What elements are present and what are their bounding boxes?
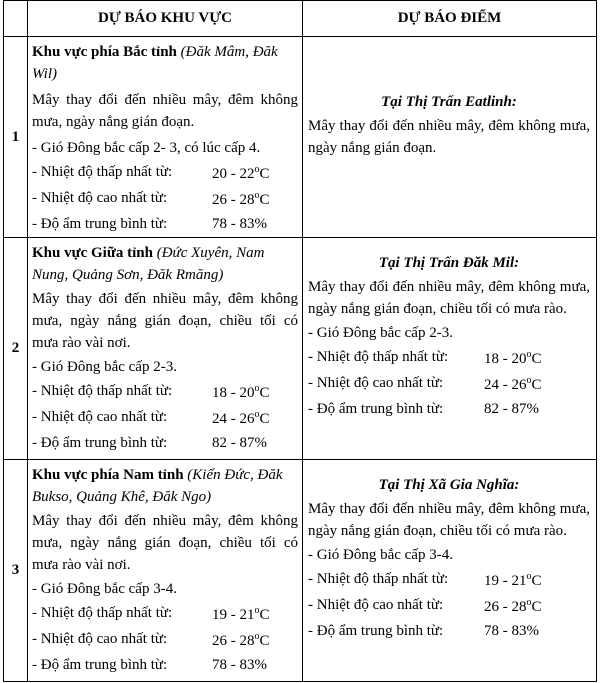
area-subtitle: (Đức Xuyên, Nam Nung, Quảng Sơn, Đăk Rmăng) — [32, 245, 265, 283]
point-cell — [303, 460, 597, 682]
point-title: Tại Thị Trấn Eatlinh: — [381, 94, 517, 110]
forecast-row — [4, 460, 597, 682]
tmin-label: - Nhiệt độ thấp nhất từ: — [32, 605, 173, 621]
tmin-label: - Nhiệt độ thấp nhất từ: — [32, 383, 173, 399]
tmin-label: - Nhiệt độ thấp nhất từ: — [308, 349, 449, 365]
tmax-label: - Nhiệt độ cao nhất từ: — [308, 375, 444, 391]
area-cell — [28, 37, 303, 238]
forecast-row — [4, 238, 597, 460]
point-wind: - Gió Đông bắc cấp 2-3. — [308, 325, 453, 341]
humidity-value: 82 - 87% — [484, 401, 539, 417]
area-subtitle: (Đăk Mâm, Đăk Wil) — [32, 44, 278, 82]
area-humidity — [32, 430, 298, 456]
point-humidity — [308, 618, 590, 644]
area-cell — [28, 460, 303, 682]
humidity-value: 78 - 83% — [212, 657, 267, 673]
humidity-value: 78 - 83% — [212, 216, 267, 232]
point-wind: - Gió Đông bắc cấp 3-4. — [308, 547, 453, 563]
area-tmin — [32, 159, 298, 185]
header-area: DỰ BÁO KHU VỰC — [28, 1, 303, 37]
humidity-label: - Độ ẩm trung bình từ: — [32, 216, 168, 232]
tmax-label: - Nhiệt độ cao nhất từ: — [32, 190, 168, 206]
row-number: 3 — [4, 460, 28, 682]
area-heading — [32, 242, 298, 286]
point-title: Tại Thị Xã Gia Nghĩa: — [378, 477, 520, 493]
tmin-value: 19 - 21$^o$C — [484, 571, 542, 589]
tmin-value: 18 - 20$^o$C — [212, 383, 270, 401]
area-humidity — [32, 652, 298, 678]
tmax-label: - Nhiệt độ cao nhất từ: — [308, 597, 444, 613]
area-wind: - Gió Đông bắc cấp 2- 3, có lúc cấp 4. — [32, 140, 261, 156]
area-title: Khu vực Giữa tỉnh — [32, 245, 153, 261]
point-description: Mây thay đổi đến nhiều mây, đêm không mưa, ngày nắng gián đoạn. — [308, 118, 590, 156]
tmin-value: 20 - 22$^o$C — [212, 164, 270, 182]
area-tmin — [32, 378, 298, 404]
area-heading — [32, 41, 298, 85]
forecast-table — [3, 0, 597, 682]
row-number: 2 — [4, 238, 28, 460]
humidity-label: - Độ ẩm trung bình từ: — [308, 401, 444, 417]
point-cell — [303, 37, 597, 238]
point-tmax — [308, 370, 590, 396]
area-wind: - Gió Đông bắc cấp 2-3. — [32, 359, 177, 375]
area-subtitle: (Kiến Đức, Đăk Bukso, Quảng Khê, Đăk Ngo) — [32, 467, 283, 505]
header-point: DỰ BÁO ĐIỂM — [303, 1, 597, 37]
point-tmin — [308, 566, 590, 592]
humidity-value: 82 - 87% — [212, 435, 267, 451]
tmax-value: 26 - 28$^o$C — [484, 597, 542, 615]
area-tmax — [32, 185, 298, 211]
tmin-value: 18 - 20$^o$C — [484, 349, 542, 367]
humidity-label: - Độ ẩm trung bình từ: — [32, 435, 168, 451]
area-tmax — [32, 404, 298, 430]
header-row — [4, 1, 597, 37]
tmax-value: 26 - 28$^o$C — [212, 190, 270, 208]
humidity-value: 78 - 83% — [484, 623, 539, 639]
point-tmax — [308, 592, 590, 618]
humidity-label: - Độ ẩm trung bình từ: — [32, 657, 168, 673]
point-cell — [303, 238, 597, 460]
tmax-label: - Nhiệt độ cao nhất từ: — [32, 631, 168, 647]
tmax-label: - Nhiệt độ cao nhất từ: — [32, 409, 168, 425]
tmin-label: - Nhiệt độ thấp nhất từ: — [32, 164, 173, 180]
tmin-label: - Nhiệt độ thấp nhất từ: — [308, 571, 449, 587]
tmin-value: 19 - 21$^o$C — [212, 605, 270, 623]
area-tmin — [32, 600, 298, 626]
area-title: Khu vực phía Bắc tỉnh — [32, 44, 177, 60]
area-humidity — [32, 211, 298, 237]
tmax-value: 24 - 26$^o$C — [212, 409, 270, 427]
forecast-row — [4, 37, 597, 238]
tmax-value: 26 - 28$^o$C — [212, 631, 270, 649]
area-tmax — [32, 626, 298, 652]
point-description: Mây thay đổi đến nhiều mây, đêm không mưa, ngày nắng gián đoạn, chiều tối có mưa rào. — [308, 279, 590, 317]
header-num — [4, 1, 28, 37]
area-wind: - Gió Đông bắc cấp 3-4. — [32, 581, 177, 597]
point-tmin — [308, 344, 590, 370]
area-description: Mây thay đổi đến nhiều mây, đêm không mưa, ngày nắng gián đoạn, chiều tối có mưa rào vài nơi. — [32, 291, 298, 351]
point-title: Tại Thị Trấn Đăk Mil: — [378, 255, 520, 271]
humidity-label: - Độ ẩm trung bình từ: — [308, 623, 444, 639]
row-number: 1 — [4, 37, 28, 238]
area-title: Khu vực phía Nam tỉnh — [32, 467, 184, 483]
area-heading — [32, 464, 298, 508]
area-description: Mây thay đổi đến nhiều mây, đêm không mưa, ngày nắng gián đoạn. — [32, 92, 298, 130]
tmax-value: 24 - 26$^o$C — [484, 375, 542, 393]
point-humidity — [308, 396, 590, 422]
area-cell — [28, 238, 303, 460]
point-description: Mây thay đổi đến nhiều mây, đêm không mưa, ngày nắng gián đoạn, chiều tối có mưa rào. — [308, 501, 590, 539]
area-description: Mây thay đổi đến nhiều mây, đêm không mưa, ngày nắng gián đoạn, chiều tối có mưa rào vài nơi. — [32, 513, 298, 573]
